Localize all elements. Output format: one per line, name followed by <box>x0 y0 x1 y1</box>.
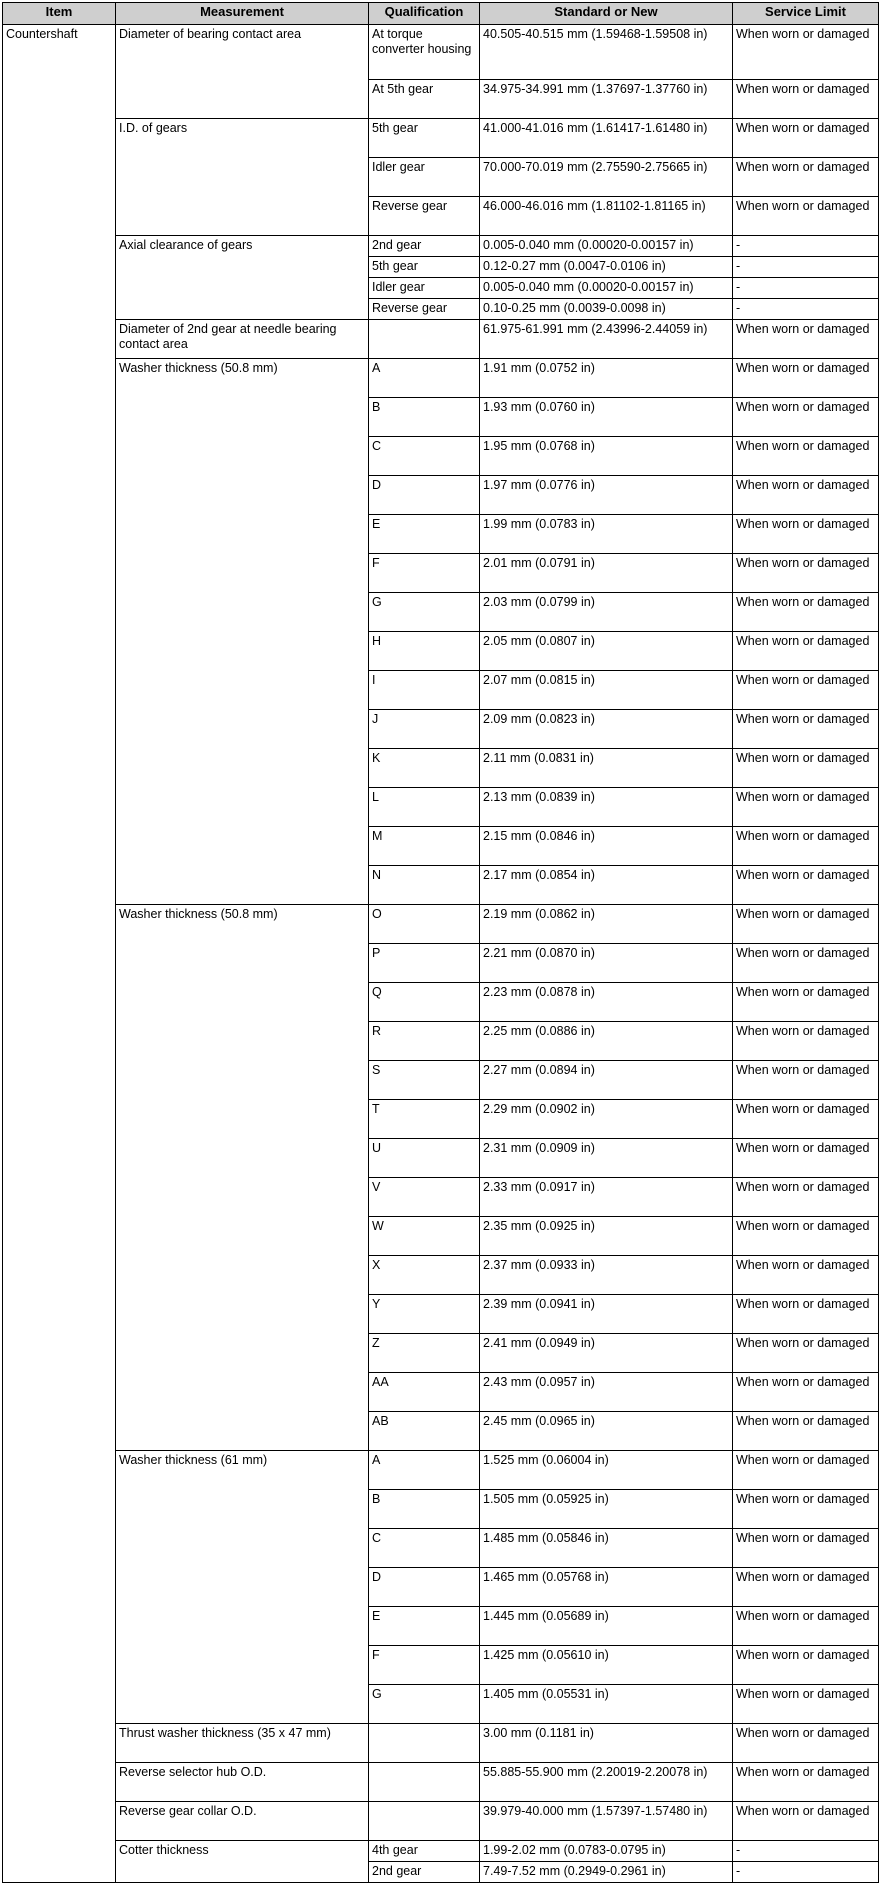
table-row <box>3 1841 879 1862</box>
standard-cell: 1.465 mm (0.05768 in) <box>480 1568 733 1607</box>
measurement-cell: Diameter of 2nd gear at needle bearing contact area <box>116 320 369 359</box>
service-limit-cell: When worn or damaged <box>733 398 879 437</box>
qualification-cell: X <box>369 1256 480 1295</box>
qualification-cell: N <box>369 866 480 905</box>
service-limit-cell: When worn or damaged <box>733 158 879 197</box>
service-limit-cell: - <box>733 257 879 278</box>
service-limit-cell: When worn or damaged <box>733 476 879 515</box>
service-limit-cell: When worn or damaged <box>733 983 879 1022</box>
standard-cell: 40.505-40.515 mm (1.59468-1.59508 in) <box>480 25 733 80</box>
qualification-cell: Reverse gear <box>369 197 480 236</box>
standard-cell: 1.99-2.02 mm (0.0783-0.0795 in) <box>480 1841 733 1862</box>
standard-cell: 2.11 mm (0.0831 in) <box>480 749 733 788</box>
standard-cell: 34.975-34.991 mm (1.37697-1.37760 in) <box>480 80 733 119</box>
service-limit-cell: - <box>733 299 879 320</box>
table-row <box>3 1802 879 1841</box>
qualification-cell: 2nd gear <box>369 236 480 257</box>
service-limit-cell: When worn or damaged <box>733 1607 879 1646</box>
service-limit-cell: When worn or damaged <box>733 593 879 632</box>
qualification-cell: D <box>369 476 480 515</box>
standard-cell: 2.05 mm (0.0807 in) <box>480 632 733 671</box>
standard-cell: 2.03 mm (0.0799 in) <box>480 593 733 632</box>
qualification-cell <box>369 320 480 359</box>
service-limit-cell: When worn or damaged <box>733 80 879 119</box>
standard-cell: 2.29 mm (0.0902 in) <box>480 1100 733 1139</box>
table-row <box>3 25 879 80</box>
service-limit-cell: When worn or damaged <box>733 1334 879 1373</box>
standard-cell: 2.35 mm (0.0925 in) <box>480 1217 733 1256</box>
countershaft-spec-table <box>2 2 879 1883</box>
service-limit-cell: When worn or damaged <box>733 25 879 80</box>
header-item: Item <box>3 3 116 25</box>
qualification-cell: C <box>369 1529 480 1568</box>
service-limit-cell: When worn or damaged <box>733 197 879 236</box>
qualification-cell: AB <box>369 1412 480 1451</box>
service-limit-cell: When worn or damaged <box>733 749 879 788</box>
qualification-cell: H <box>369 632 480 671</box>
standard-cell: 2.19 mm (0.0862 in) <box>480 905 733 944</box>
standard-cell: 61.975-61.991 mm (2.43996-2.44059 in) <box>480 320 733 359</box>
service-limit-cell: - <box>733 1862 879 1883</box>
measurement-cell: I.D. of gears <box>116 119 369 236</box>
header-service-limit: Service Limit <box>733 3 879 25</box>
service-limit-cell: When worn or damaged <box>733 1373 879 1412</box>
qualification-cell: Idler gear <box>369 158 480 197</box>
qualification-cell: B <box>369 398 480 437</box>
qualification-cell: S <box>369 1061 480 1100</box>
service-limit-cell: When worn or damaged <box>733 1802 879 1841</box>
standard-cell: 1.99 mm (0.0783 in) <box>480 515 733 554</box>
standard-cell: 1.405 mm (0.05531 in) <box>480 1685 733 1724</box>
service-limit-cell: When worn or damaged <box>733 1646 879 1685</box>
service-limit-cell: When worn or damaged <box>733 1412 879 1451</box>
measurement-cell: Diameter of bearing contact area <box>116 25 369 119</box>
service-limit-cell: When worn or damaged <box>733 1763 879 1802</box>
standard-cell: 2.21 mm (0.0870 in) <box>480 944 733 983</box>
qualification-cell: W <box>369 1217 480 1256</box>
service-limit-cell: When worn or damaged <box>733 632 879 671</box>
service-limit-cell: When worn or damaged <box>733 1100 879 1139</box>
standard-cell: 2.43 mm (0.0957 in) <box>480 1373 733 1412</box>
table-row <box>3 320 879 359</box>
measurement-cell: Reverse selector hub O.D. <box>116 1763 369 1802</box>
service-limit-cell: When worn or damaged <box>733 944 879 983</box>
qualification-cell: C <box>369 437 480 476</box>
qualification-cell: F <box>369 554 480 593</box>
qualification-cell: G <box>369 593 480 632</box>
header-row <box>3 3 879 25</box>
standard-cell: 1.445 mm (0.05689 in) <box>480 1607 733 1646</box>
qualification-cell: A <box>369 1451 480 1490</box>
standard-cell: 1.95 mm (0.0768 in) <box>480 437 733 476</box>
standard-cell: 0.005-0.040 mm (0.00020-0.00157 in) <box>480 278 733 299</box>
standard-cell: 2.39 mm (0.0941 in) <box>480 1295 733 1334</box>
standard-cell: 2.27 mm (0.0894 in) <box>480 1061 733 1100</box>
table-body <box>3 25 879 1883</box>
standard-cell: 0.10-0.25 mm (0.0039-0.0098 in) <box>480 299 733 320</box>
table-row <box>3 359 879 398</box>
table-row <box>3 1763 879 1802</box>
standard-cell: 3.00 mm (0.1181 in) <box>480 1724 733 1763</box>
qualification-cell: A <box>369 359 480 398</box>
qualification-cell: O <box>369 905 480 944</box>
measurement-cell: Washer thickness (50.8 mm) <box>116 359 369 905</box>
qualification-cell <box>369 1724 480 1763</box>
service-limit-cell: When worn or damaged <box>733 710 879 749</box>
standard-cell: 2.45 mm (0.0965 in) <box>480 1412 733 1451</box>
measurement-cell: Cotter thickness <box>116 1841 369 1883</box>
standard-cell: 2.33 mm (0.0917 in) <box>480 1178 733 1217</box>
service-limit-cell: When worn or damaged <box>733 1568 879 1607</box>
standard-cell: 1.425 mm (0.05610 in) <box>480 1646 733 1685</box>
standard-cell: 0.12-0.27 mm (0.0047-0.0106 in) <box>480 257 733 278</box>
standard-cell: 2.13 mm (0.0839 in) <box>480 788 733 827</box>
service-limit-cell: When worn or damaged <box>733 1724 879 1763</box>
standard-cell: 39.979-40.000 mm (1.57397-1.57480 in) <box>480 1802 733 1841</box>
service-limit-cell: When worn or damaged <box>733 1217 879 1256</box>
service-limit-cell: - <box>733 1841 879 1862</box>
standard-cell: 1.505 mm (0.05925 in) <box>480 1490 733 1529</box>
qualification-cell: V <box>369 1178 480 1217</box>
standard-cell: 1.485 mm (0.05846 in) <box>480 1529 733 1568</box>
standard-cell: 1.97 mm (0.0776 in) <box>480 476 733 515</box>
standard-cell: 2.15 mm (0.0846 in) <box>480 827 733 866</box>
service-limit-cell: When worn or damaged <box>733 1529 879 1568</box>
qualification-cell: At 5th gear <box>369 80 480 119</box>
standard-cell: 2.41 mm (0.0949 in) <box>480 1334 733 1373</box>
qualification-cell: E <box>369 1607 480 1646</box>
header-qualification: Qualification <box>369 3 480 25</box>
service-limit-cell: When worn or damaged <box>733 320 879 359</box>
service-limit-cell: When worn or damaged <box>733 1295 879 1334</box>
qualification-cell: 2nd gear <box>369 1862 480 1883</box>
qualification-cell: Idler gear <box>369 278 480 299</box>
service-limit-cell: When worn or damaged <box>733 437 879 476</box>
qualification-cell: R <box>369 1022 480 1061</box>
service-limit-cell: When worn or damaged <box>733 1139 879 1178</box>
qualification-cell <box>369 1763 480 1802</box>
service-limit-cell: - <box>733 236 879 257</box>
qualification-cell: Reverse gear <box>369 299 480 320</box>
standard-cell: 2.25 mm (0.0886 in) <box>480 1022 733 1061</box>
qualification-cell: T <box>369 1100 480 1139</box>
qualification-cell: U <box>369 1139 480 1178</box>
standard-cell: 2.17 mm (0.0854 in) <box>480 866 733 905</box>
qualification-cell: P <box>369 944 480 983</box>
qualification-cell: Y <box>369 1295 480 1334</box>
standard-cell: 2.01 mm (0.0791 in) <box>480 554 733 593</box>
table-row <box>3 1724 879 1763</box>
table-row <box>3 236 879 257</box>
measurement-cell: Reverse gear collar O.D. <box>116 1802 369 1841</box>
service-limit-cell: When worn or damaged <box>733 1685 879 1724</box>
qualification-cell <box>369 1802 480 1841</box>
standard-cell: 1.525 mm (0.06004 in) <box>480 1451 733 1490</box>
service-limit-cell: When worn or damaged <box>733 359 879 398</box>
service-limit-cell: When worn or damaged <box>733 1022 879 1061</box>
qualification-cell: J <box>369 710 480 749</box>
standard-cell: 1.91 mm (0.0752 in) <box>480 359 733 398</box>
qualification-cell: D <box>369 1568 480 1607</box>
qualification-cell: 5th gear <box>369 119 480 158</box>
standard-cell: 1.93 mm (0.0760 in) <box>480 398 733 437</box>
service-limit-cell: When worn or damaged <box>733 671 879 710</box>
header-measurement: Measurement <box>116 3 369 25</box>
service-limit-cell: When worn or damaged <box>733 1256 879 1295</box>
qualification-cell: Q <box>369 983 480 1022</box>
qualification-cell: K <box>369 749 480 788</box>
standard-cell: 2.09 mm (0.0823 in) <box>480 710 733 749</box>
qualification-cell: G <box>369 1685 480 1724</box>
qualification-cell: 5th gear <box>369 257 480 278</box>
service-limit-cell: When worn or damaged <box>733 1451 879 1490</box>
service-limit-cell: When worn or damaged <box>733 515 879 554</box>
standard-cell: 70.000-70.019 mm (2.75590-2.75665 in) <box>480 158 733 197</box>
qualification-cell: 4th gear <box>369 1841 480 1862</box>
qualification-cell: F <box>369 1646 480 1685</box>
service-limit-cell: When worn or damaged <box>733 554 879 593</box>
qualification-cell: I <box>369 671 480 710</box>
qualification-cell: B <box>369 1490 480 1529</box>
standard-cell: 46.000-46.016 mm (1.81102-1.81165 in) <box>480 197 733 236</box>
table-row <box>3 905 879 944</box>
standard-cell: 41.000-41.016 mm (1.61417-1.61480 in) <box>480 119 733 158</box>
table-row <box>3 119 879 158</box>
service-limit-cell: When worn or damaged <box>733 1490 879 1529</box>
service-limit-cell: When worn or damaged <box>733 1061 879 1100</box>
standard-cell: 0.005-0.040 mm (0.00020-0.00157 in) <box>480 236 733 257</box>
standard-cell: 2.31 mm (0.0909 in) <box>480 1139 733 1178</box>
qualification-cell: E <box>369 515 480 554</box>
measurement-cell: Axial clearance of gears <box>116 236 369 320</box>
item-cell: Countershaft <box>3 25 116 1883</box>
qualification-cell: L <box>369 788 480 827</box>
standard-cell: 7.49-7.52 mm (0.2949-0.2961 in) <box>480 1862 733 1883</box>
service-limit-cell: When worn or damaged <box>733 119 879 158</box>
standard-cell: 2.23 mm (0.0878 in) <box>480 983 733 1022</box>
qualification-cell: At torque converter housing <box>369 25 480 80</box>
service-limit-cell: When worn or damaged <box>733 1178 879 1217</box>
service-limit-cell: - <box>733 278 879 299</box>
standard-cell: 2.37 mm (0.0933 in) <box>480 1256 733 1295</box>
qualification-cell: Z <box>369 1334 480 1373</box>
service-limit-cell: When worn or damaged <box>733 905 879 944</box>
standard-cell: 2.07 mm (0.0815 in) <box>480 671 733 710</box>
measurement-cell: Thrust washer thickness (35 x 47 mm) <box>116 1724 369 1763</box>
service-limit-cell: When worn or damaged <box>733 866 879 905</box>
service-limit-cell: When worn or damaged <box>733 788 879 827</box>
table-row <box>3 1451 879 1490</box>
standard-cell: 55.885-55.900 mm (2.20019-2.20078 in) <box>480 1763 733 1802</box>
service-limit-cell: When worn or damaged <box>733 827 879 866</box>
measurement-cell: Washer thickness (50.8 mm) <box>116 905 369 1451</box>
header-standard: Standard or New <box>480 3 733 25</box>
measurement-cell: Washer thickness (61 mm) <box>116 1451 369 1724</box>
qualification-cell: AA <box>369 1373 480 1412</box>
qualification-cell: M <box>369 827 480 866</box>
